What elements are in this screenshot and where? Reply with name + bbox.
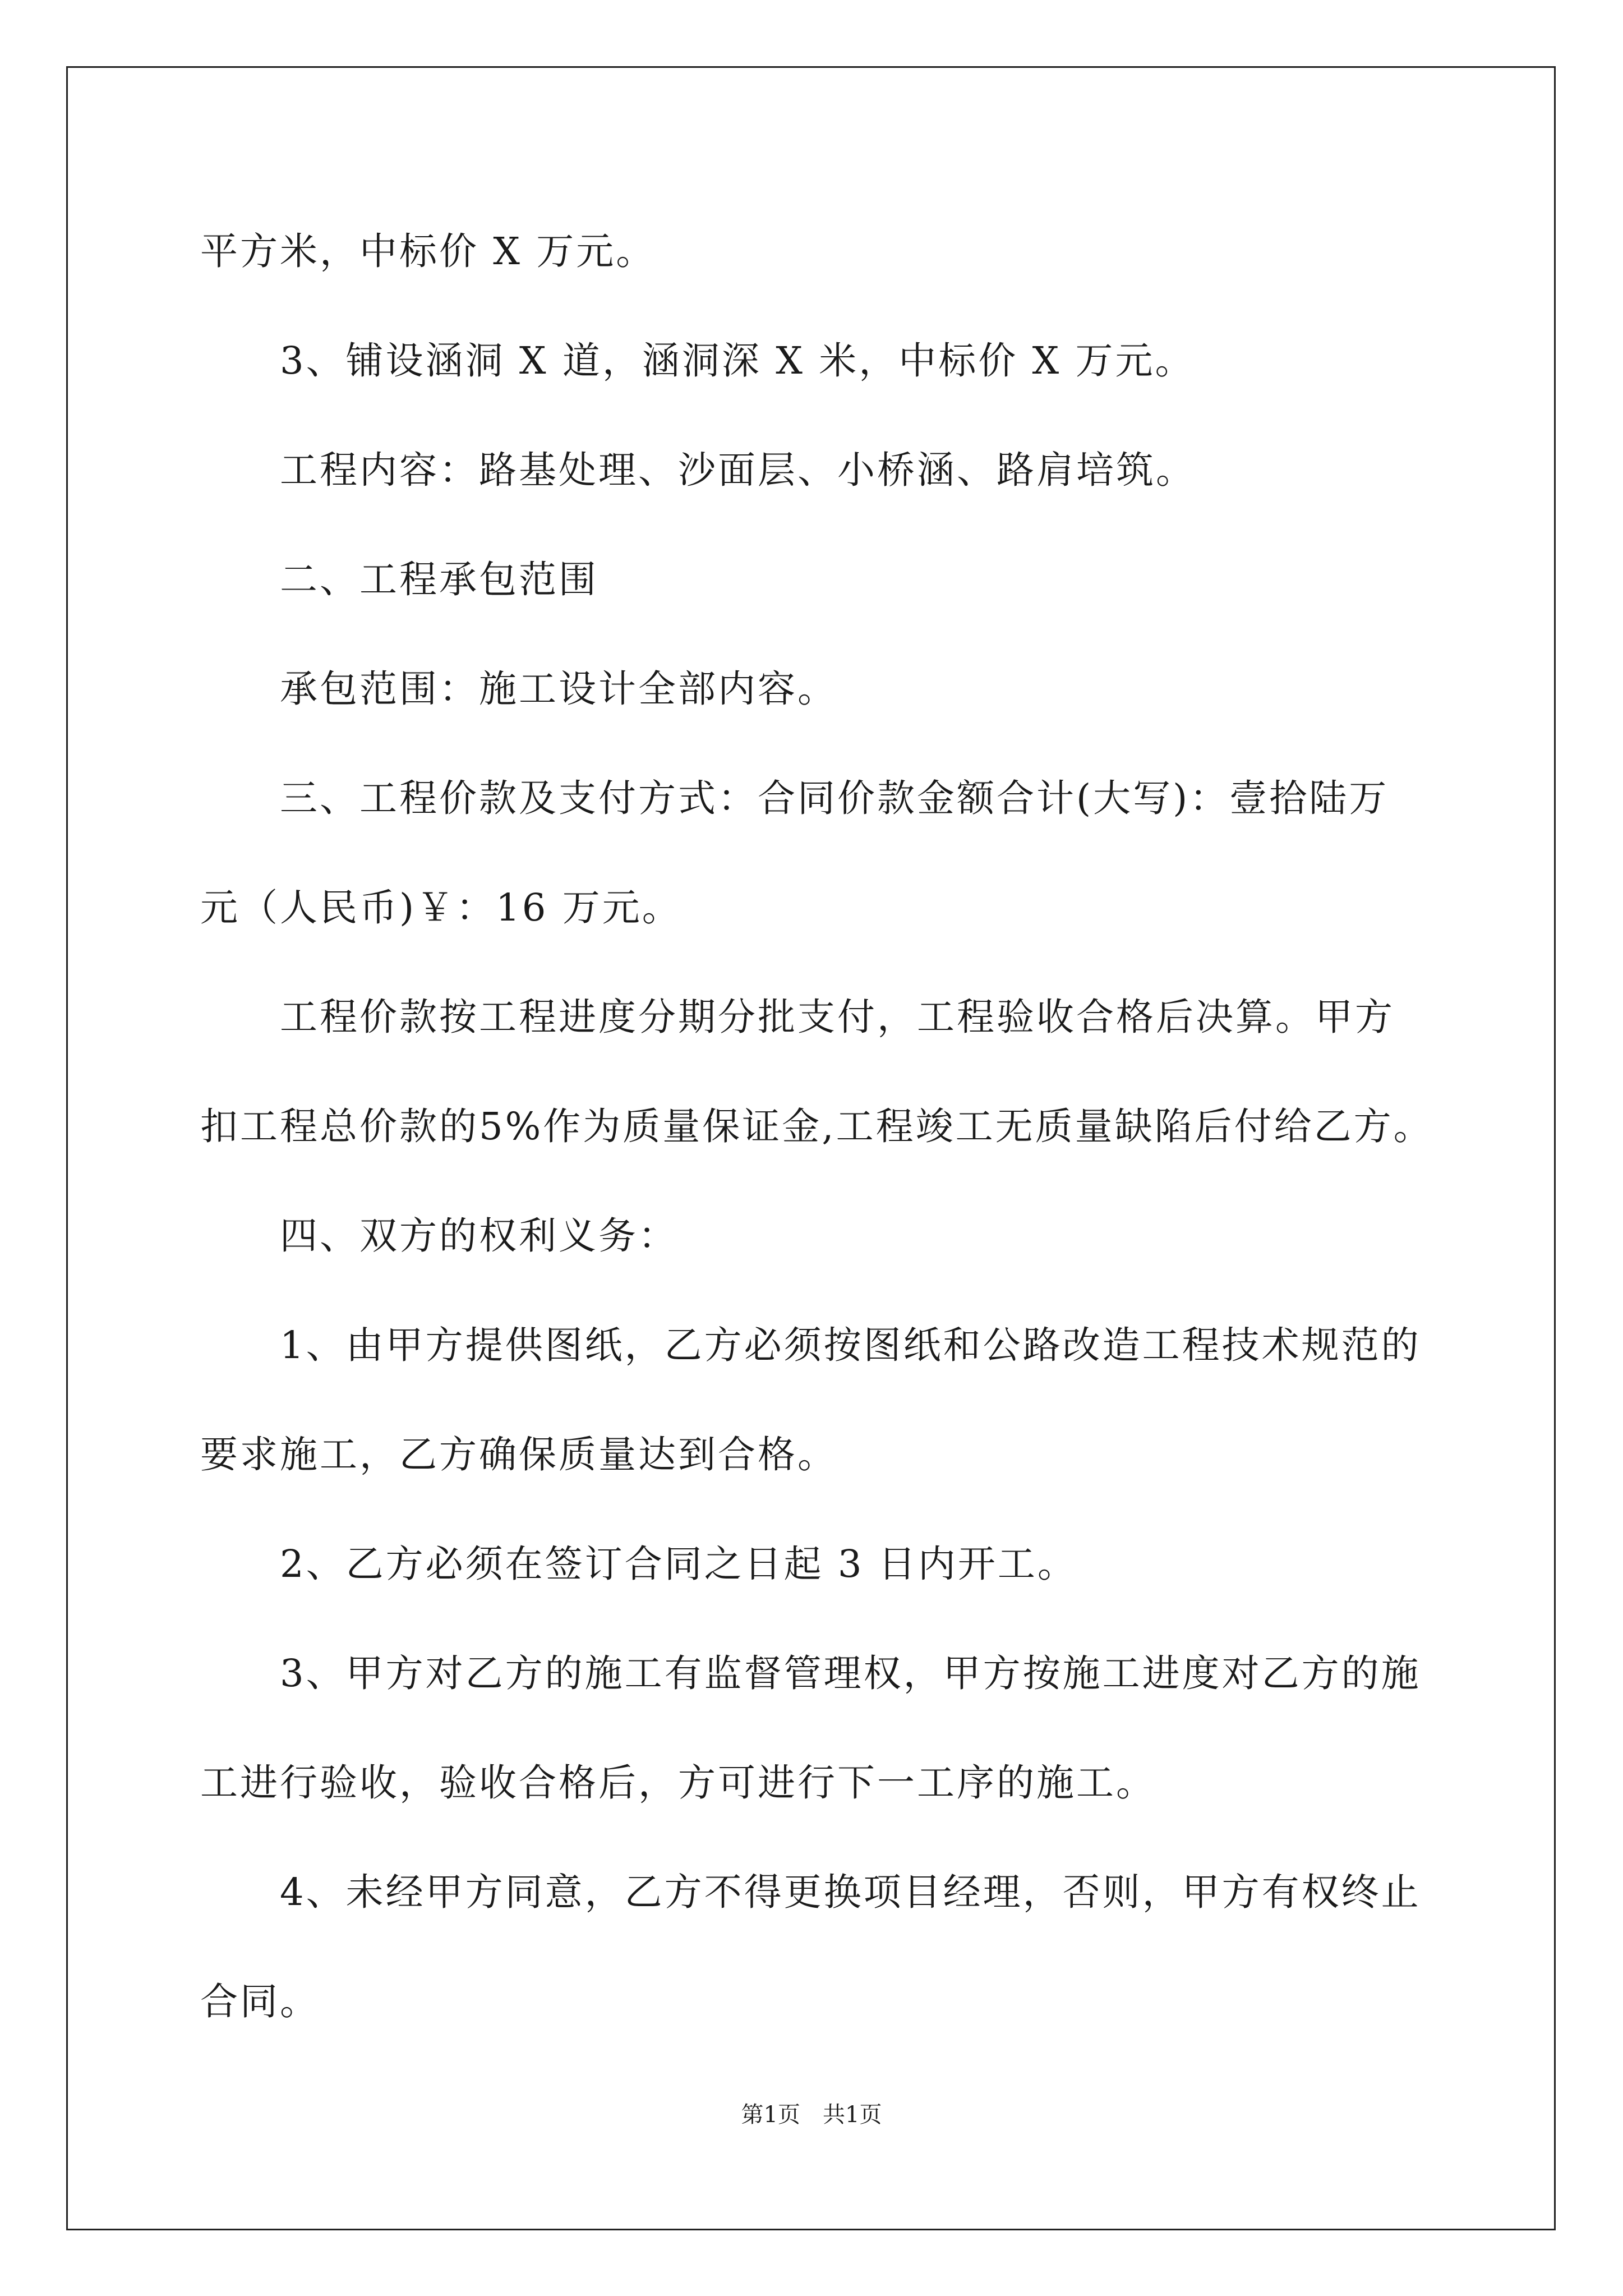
section-heading: 三、工程价款及支付方式：合同价款金额合计(大写)：壹拾陆万 [200,776,1389,820]
section-heading: 四、双方的权利义务： [200,1214,678,1258]
body-line: 工程价款按工程进度分期分批支付，工程验收合格后决算。甲方 [200,995,1395,1039]
body-line: 工程内容：路基处理、沙面层、小桥涵、路肩培筑。 [200,448,1196,492]
body-line: 合同。 [200,1980,320,2023]
body-line: 承包范围：施工设计全部内容。 [200,667,837,711]
body-line: 扣工程总价款的5%作为质量保证金,工程竣工无质量缺陷后付给乙方。 [200,1105,1433,1148]
section-heading: 二、工程承包范围 [200,558,598,601]
body-line: 3、铺设涵洞 X 道，涵洞深 X 米，中标价 X 万元。 [200,339,1195,383]
page-footer: 第1页 共1页 [741,2102,882,2128]
body-line: 4、未经甲方同意，乙方不得更换项目经理，否则，甲方有权终止 [200,1870,1421,1914]
body-line: 工进行验收，验收合格后，方可进行下一工序的施工。 [200,1761,1156,1805]
body-line: 平方米，中标价 X 万元。 [200,229,656,273]
body-line: 3、甲方对乙方的施工有监督管理权，甲方按施工进度对乙方的施 [200,1651,1421,1695]
body-line: 1、由甲方提供图纸，乙方必须按图纸和公路改造工程技术规范的 [200,1323,1421,1367]
body-line: 要求施工，乙方确保质量达到合格。 [200,1433,837,1476]
body-line: 元（人民币)￥：16 万元。 [200,886,682,930]
body-line: 2、乙方必须在签订合同之日起 3 日内开工。 [200,1542,1077,1586]
